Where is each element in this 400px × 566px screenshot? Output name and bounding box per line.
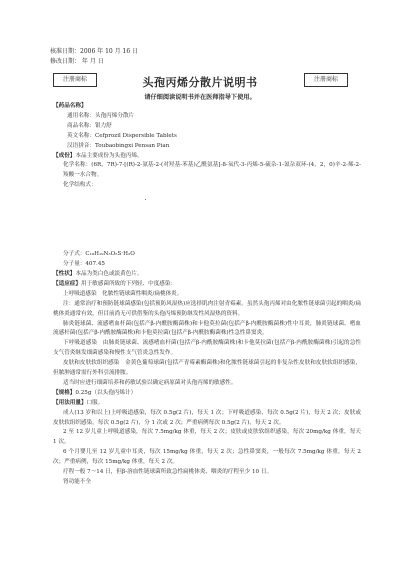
revision-date: 修改日期： 年 月 日 bbox=[50, 58, 104, 65]
trademark-stamp-right: 注册商标 bbox=[304, 73, 348, 87]
document-title: 头孢丙烯分散片说明书 bbox=[142, 76, 258, 89]
lower-respiratory: 下呼吸道感染 由肺炎链球菌、流感嗜血杆菌(包括产β-内酰胺酶菌株)和卡他莫拉菌(包括产β-内酰胺酶菌株)引起的急性支气管炎继发细菌感染和慢性支气管炎急性发作。 bbox=[53, 340, 361, 357]
molecular-weight: 分子量：407.45 bbox=[63, 261, 105, 268]
section-character-heading: 【性状】 bbox=[53, 270, 76, 277]
composition-line bbox=[53, 152, 361, 162]
otitis-sinusitis: 肺炎链球菌、流感嗜血杆菌(包括产β-内酰胺酶菌株)和卡他莫拉菌(包括产β-内酰胺酶菌株)性中耳炎，肺炎链球菌、嗜血流感杆菌(包括产β-内酰胺酶菌株)和卡他莫拉菌(包括产β-内酰胺酶菌株)性急性鼻窦炎。 bbox=[53, 320, 361, 337]
structure-image-placeholder bbox=[145, 199, 146, 200]
document-body bbox=[53, 102, 361, 488]
dosage-route: 口服。 bbox=[86, 399, 104, 406]
indication-note: 注：通常治疗和预防链球菌感染(包括预防风湿热)应选择肌肉注射青霉素。虽然头孢丙烯对由化脓性链球菌引起的咽炎/扁桃体炎通常有效，但目前尚无可供借鉴的头孢丙烯预防继发性风湿热的资料。 bbox=[53, 300, 361, 317]
spec-line bbox=[53, 389, 361, 399]
section-composition-heading: 【成份】 bbox=[53, 152, 76, 159]
adult-dosage: 成人(13 岁和以上)上呼吸道感染，每次 0.5g(2 片)，每天 1 次；下呼吸道感染，每次 0.5g(2 片)，每天 2 次；皮肤或皮肤软组织感染，每次 0.5g(2 片)，分 1 次或 2 次；严重病例每次 0.5g(2 片)，每天 2 次。 bbox=[53, 409, 361, 426]
character-line bbox=[53, 270, 361, 280]
child-dosage: 2 至 12 岁儿童上呼吸道感染，每次 7.5mg/kg 体重，每天 2 次；皮肤或皮肤软组织感染，每次 20mg/kg 体重，每天 1 次。 bbox=[53, 429, 361, 446]
section-name-heading: 【药品名称】 bbox=[53, 103, 87, 109]
course-duration: 疗程一般 7～14 日，但β-溶血性链球菌所致急性扁桃体炎、咽炎的疗程至少 10 日。 bbox=[63, 469, 273, 476]
dosage-line bbox=[53, 399, 361, 409]
chemical-name-label: 化学名称： bbox=[63, 162, 92, 169]
indications-line bbox=[53, 280, 361, 290]
section-dosage-heading: 【用法用量】 bbox=[53, 399, 87, 406]
upper-respiratory: 上呼吸道感染 化脓性链球菌性咽炎/扁桃体炎。 bbox=[63, 290, 183, 297]
susceptibility-test: 适当时应进行细菌培养和药敏试验以确定病原菌对头孢丙烯的敏感性。 bbox=[63, 379, 237, 386]
spec-text: 0.25g（以头孢丙烯计） bbox=[75, 389, 137, 396]
structure-label: 化学结构式： bbox=[63, 182, 97, 189]
section-indications-heading: 【适应症】 bbox=[53, 280, 81, 287]
infant-dosage: 6 个月婴儿至 12 岁儿童中耳炎，每次 15mg/kg 体重，每天 2 次；急性鼻窦炎，一般每次 7.5mg/kg 体重，每天 2 次；严重病例，每次 15mg/kg 体重，每天 2 次。 bbox=[53, 449, 361, 466]
chemical-name bbox=[53, 161, 361, 181]
generic-name: 通用名称：头孢丙烯分散片 bbox=[67, 112, 135, 119]
english-name: 英文名称：Cefprozil Dispersible Tablets bbox=[67, 132, 177, 139]
character-text: 本品为类白色或淡黄色片。 bbox=[75, 270, 143, 277]
molecular-formula: 分子式：C₁₈H₁₉N₃O₅S·H₂O bbox=[63, 251, 135, 258]
chemical-structure-area bbox=[53, 191, 361, 241]
usage-warning: 请仔细阅读说明书并在医师指导下使用。 bbox=[144, 94, 256, 101]
composition-text: 本品主要成份为头孢丙烯。 bbox=[75, 152, 143, 159]
section-spec-heading: 【规格】 bbox=[53, 389, 76, 396]
pinyin-name: 汉语拼音：Toubaobingxi Pensan Pian bbox=[67, 142, 170, 149]
trade-name: 商品名称：银力舒 bbox=[67, 122, 112, 129]
skin-infection: 皮肤和皮肤软组织感染 金黄色葡萄球菌(包括产青霉素酶菌株)和化脓性链球菌引起的非复杂性皮肤和皮肤软组织感染，但脓肿通常需行外科引流排脓。 bbox=[53, 360, 361, 377]
renal-insufficiency: 肾功能不全 bbox=[63, 479, 91, 485]
approval-date: 核准日期：2006 年 10 月 16 日 bbox=[50, 48, 139, 55]
indications-text: 用于敏感菌所致的下列轻、中度感染： bbox=[80, 280, 177, 287]
chemical-name-text: (6R，7R)-7-[(R)-2-氨基-2-(对羟基-苯基)乙酰氨基]-8-氧代-3-丙烯-5-硫杂-1-氮杂双环-(4，2，0)辛-2-烯-2-羧酸一水合物。 bbox=[63, 162, 361, 179]
trademark-stamp-left: 注册商标 bbox=[53, 73, 97, 87]
